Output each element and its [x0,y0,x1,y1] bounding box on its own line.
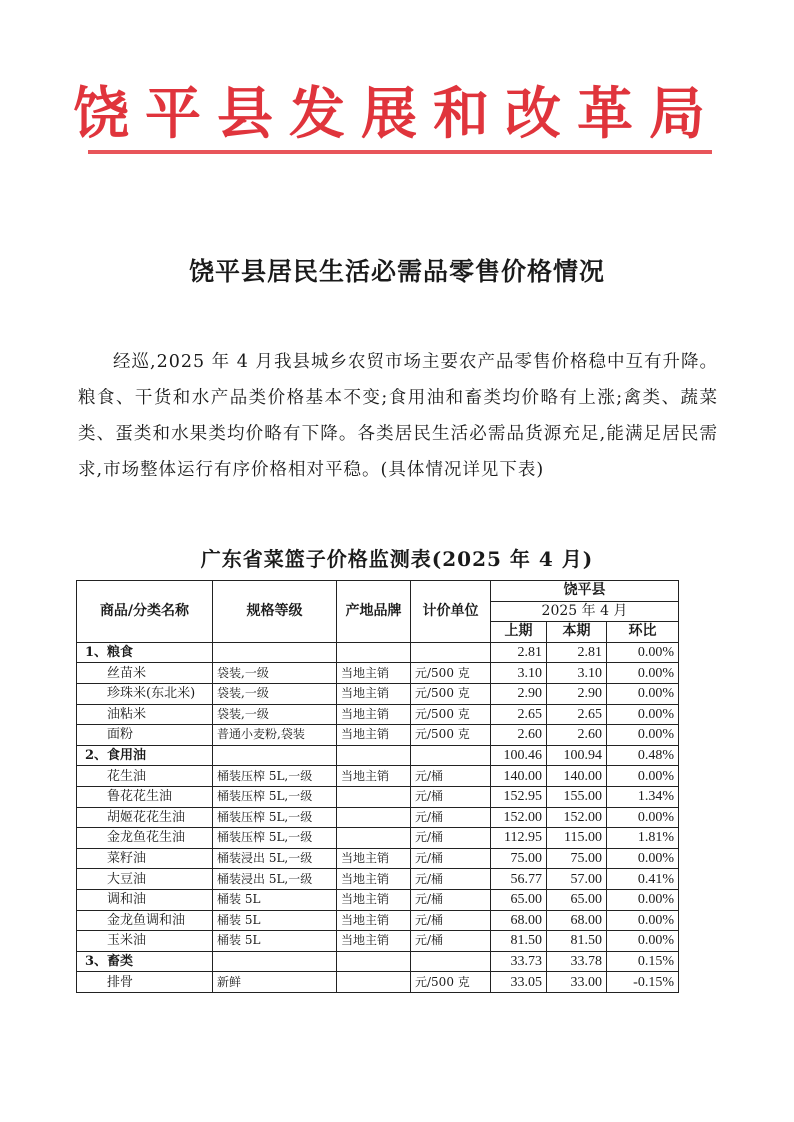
cell-origin [337,642,411,663]
cell-name: 菜籽油 [77,848,213,869]
cell-name: 调和油 [77,889,213,910]
cell-unit: 元/桶 [411,910,491,931]
cell-curr: 155.00 [547,786,607,807]
cell-spec [213,642,337,663]
agency-letterhead: 饶平县发展和改革局 [73,81,721,147]
cell-prev: 65.00 [491,889,547,910]
header-change: 环比 [607,622,679,643]
cell-spec: 桶装 5L [213,931,337,952]
table-row [77,663,679,684]
cell-change: 0.00% [607,931,679,952]
cell-unit: 元/桶 [411,889,491,910]
cell-change: 0.15% [607,951,679,972]
cell-unit: 元/桶 [411,786,491,807]
cell-change: 0.00% [607,663,679,684]
cell-spec: 桶装压榨 5L,一级 [213,786,337,807]
cell-origin: 当地主销 [337,848,411,869]
cell-unit: 元/桶 [411,807,491,828]
table-row [77,889,679,910]
cell-spec: 新鲜 [213,972,337,993]
cell-origin: 当地主销 [337,766,411,787]
cell-change: 0.41% [607,869,679,890]
cell-origin: 当地主销 [337,683,411,704]
cell-unit: 元/500 克 [411,725,491,746]
cell-curr: 152.00 [547,807,607,828]
cell-origin [337,828,411,849]
table-row [77,869,679,890]
cell-curr: 57.00 [547,869,607,890]
cell-prev: 112.95 [491,828,547,849]
cell-name: 丝苗米 [77,663,213,684]
cell-prev: 152.95 [491,786,547,807]
header-origin: 产地品牌 [337,581,411,643]
cell-change: 0.00% [607,848,679,869]
cell-curr: 2.60 [547,725,607,746]
table-row [77,807,679,828]
cell-curr: 115.00 [547,828,607,849]
table-row [77,704,679,725]
header-prev: 上期 [491,622,547,643]
cell-curr: 2.81 [547,642,607,663]
cell-name: 大豆油 [77,869,213,890]
cell-prev: 100.46 [491,745,547,766]
cell-unit [411,745,491,766]
table-title: 广东省菜篮子价格监测表(2025 年 4 月) [200,547,594,571]
cell-prev: 2.81 [491,642,547,663]
cell-origin: 当地主销 [337,931,411,952]
cell-origin: 当地主销 [337,889,411,910]
cell-prev: 2.90 [491,683,547,704]
cell-name: 油粘米 [77,704,213,725]
cell-curr: 140.00 [547,766,607,787]
cell-unit: 元/桶 [411,766,491,787]
header-period: 2025 年 4 月 [491,601,679,622]
cell-name: 金龙鱼调和油 [77,910,213,931]
cell-change: 0.00% [607,683,679,704]
cell-name: 排骨 [77,972,213,993]
cell-name: 鲁花花生油 [77,786,213,807]
cell-spec: 袋装,一级 [213,704,337,725]
cell-change: 0.00% [607,642,679,663]
cell-name: 珍珠米(东北米) [77,683,213,704]
table-row [77,972,679,993]
table-row [77,683,679,704]
cell-change: 0.00% [607,889,679,910]
cell-prev: 152.00 [491,807,547,828]
cell-unit [411,642,491,663]
cell-curr: 81.50 [547,931,607,952]
cell-change: 0.00% [607,725,679,746]
table-row [77,828,679,849]
table-row [77,786,679,807]
cell-curr: 65.00 [547,889,607,910]
cell-unit: 元/桶 [411,848,491,869]
cell-curr: 33.78 [547,951,607,972]
document-title: 饶平县居民生活必需品零售价格情况 [188,257,605,286]
cell-name: 1、粮食 [77,642,213,663]
header-spec: 规格等级 [213,581,337,643]
letterhead-rule [88,150,712,154]
cell-unit: 元/500 克 [411,683,491,704]
cell-change: 1.81% [607,828,679,849]
cell-unit: 元/500 克 [411,972,491,993]
cell-prev: 3.10 [491,663,547,684]
cell-prev: 140.00 [491,766,547,787]
header-region: 饶平县 [491,581,679,602]
cell-name: 3、畜类 [77,951,213,972]
cell-change: -0.15% [607,972,679,993]
cell-origin [337,745,411,766]
cell-spec: 桶装 5L [213,889,337,910]
cell-change: 1.34% [607,786,679,807]
table-row [77,766,679,787]
cell-curr: 3.10 [547,663,607,684]
cell-spec: 桶装 5L [213,910,337,931]
cell-unit: 元/500 克 [411,663,491,684]
cell-spec: 袋装,一级 [213,683,337,704]
category-row [77,642,679,663]
cell-name: 面粉 [77,725,213,746]
cell-unit [411,951,491,972]
cell-prev: 68.00 [491,910,547,931]
cell-name: 花生油 [77,766,213,787]
cell-curr: 75.00 [547,848,607,869]
cell-unit: 元/桶 [411,828,491,849]
cell-origin: 当地主销 [337,910,411,931]
cell-name: 金龙鱼花生油 [77,828,213,849]
cell-prev: 2.65 [491,704,547,725]
cell-spec: 袋装,一级 [213,663,337,684]
cell-spec: 桶装浸出 5L,一级 [213,869,337,890]
cell-spec: 桶装压榨 5L,一级 [213,807,337,828]
cell-spec [213,745,337,766]
cell-change: 0.00% [607,807,679,828]
cell-prev: 2.60 [491,725,547,746]
cell-prev: 33.73 [491,951,547,972]
cell-prev: 33.05 [491,972,547,993]
cell-spec: 桶装压榨 5L,一级 [213,766,337,787]
category-row [77,745,679,766]
cell-origin [337,972,411,993]
cell-change: 0.00% [607,704,679,725]
cell-prev: 81.50 [491,931,547,952]
cell-spec [213,951,337,972]
cell-name: 2、食用油 [77,745,213,766]
cell-spec: 桶装浸出 5L,一级 [213,848,337,869]
cell-name: 胡姬花花生油 [77,807,213,828]
cell-prev: 75.00 [491,848,547,869]
table-row [77,931,679,952]
cell-unit: 元/桶 [411,869,491,890]
cell-curr: 2.65 [547,704,607,725]
table-row [77,725,679,746]
cell-curr: 68.00 [547,910,607,931]
cell-change: 0.48% [607,745,679,766]
cell-spec: 桶装压榨 5L,一级 [213,828,337,849]
cell-origin: 当地主销 [337,663,411,684]
intro-paragraph: 经巡,2025 年 4 月我县城乡农贸市场主要农产品零售价格稳中互有升降。粮食、干货和水产品类价格基本不变;食用油和畜类均价略有上涨;禽类、蔬菜类、蛋类和水果类均价略有下降。各类居民生活必需品货源充足,能满足居民需求,市场整体运行有序价格相对平稳。(具体情况详见下表) [78,352,718,480]
cell-origin [337,807,411,828]
cell-change: 0.00% [607,766,679,787]
cell-curr: 2.90 [547,683,607,704]
cell-origin: 当地主销 [337,869,411,890]
category-row [77,951,679,972]
cell-origin [337,951,411,972]
cell-unit: 元/500 克 [411,704,491,725]
cell-unit: 元/桶 [411,931,491,952]
cell-curr: 100.94 [547,745,607,766]
header-unit: 计价单位 [411,581,491,643]
cell-prev: 56.77 [491,869,547,890]
table-row [77,848,679,869]
cell-spec: 普通小麦粉,袋装 [213,725,337,746]
price-table [76,580,679,993]
header-curr: 本期 [547,622,607,643]
header-name: 商品/分类名称 [77,581,213,643]
cell-origin: 当地主销 [337,704,411,725]
cell-origin: 当地主销 [337,725,411,746]
cell-curr: 33.00 [547,972,607,993]
cell-change: 0.00% [607,910,679,931]
table-row [77,910,679,931]
cell-name: 玉米油 [77,931,213,952]
cell-origin [337,786,411,807]
